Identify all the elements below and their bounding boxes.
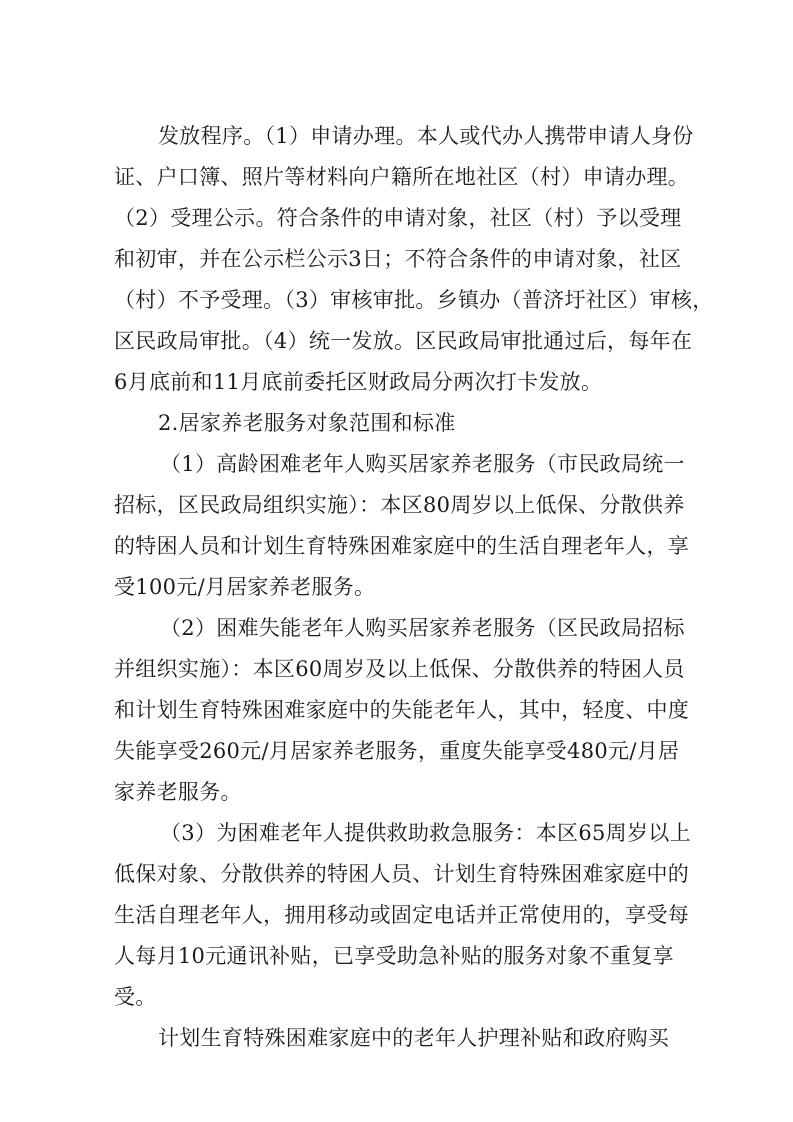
text-line: （村）不予受理。（3）审核审批。乡镇办（普济圩社区）审核， [114, 288, 714, 312]
text-line: 并组织实施）：本区60周岁及以上低保、分散供养的特困人员 [114, 657, 685, 681]
text-line: 失能享受260元/月居家养老服务，重度失能享受480元/月居 [114, 739, 680, 763]
text-line: 区民政局审批。（4）统一发放。区民政局审批通过后，每年在 [114, 329, 693, 353]
text-line: 证、户口簿、照片等材料向户籍所在地社区（村）申请办理。 [114, 165, 690, 189]
text-line: 人每月10元通讯补贴，已享受助急补贴的服务对象不重复享 [114, 944, 674, 968]
text-line: （2）困难失能老年人购买居家养老服务（区民政局招标 [160, 616, 685, 640]
text-line: 生活自理老年人，拥用移动或固定电话并正常使用的，享受每 [114, 903, 690, 927]
text-line: 计划生育特殊困难家庭中的老年人护理补贴和政府购买 [158, 1026, 670, 1050]
text-line: 家养老服务。 [114, 780, 242, 804]
text-line: （3）为困难老年人提供救助救急服务：本区65周岁以上 [160, 821, 691, 845]
text-line: 发放程序。（1）申请办理。本人或代办人携带申请人身份 [158, 124, 694, 148]
text-line: 和计划生育特殊困难家庭中的失能老年人，其中，轻度、中度 [114, 698, 690, 722]
text-line: 6月底前和11月底前委托区财政局分两次打卡发放。 [114, 370, 603, 394]
text-line: （2）受理公示。符合条件的申请对象，社区（村）予以受理 [114, 206, 682, 230]
text-line: （1）高龄困难老年人购买居家养老服务（市民政局统一 [160, 452, 685, 476]
text-line: 受100元/月居家养老服务。 [114, 575, 376, 599]
text-line: 低保对象、分散供养的特困人员、计划生育特殊困难家庭中的 [114, 862, 690, 886]
text-line: 的特困人员和计划生育特殊困难家庭中的生活自理老年人，享 [114, 534, 690, 558]
text-line: 招标，区民政局组织实施）：本区80周岁以上低保、分散供养 [114, 493, 685, 517]
text-line: 受。 [114, 985, 157, 1009]
section-heading: 2.居家养老服务对象范围和标准 [158, 411, 456, 435]
text-line: 和初审，并在公示栏公示3日；不符合条件的申请对象，社区 [114, 247, 682, 271]
